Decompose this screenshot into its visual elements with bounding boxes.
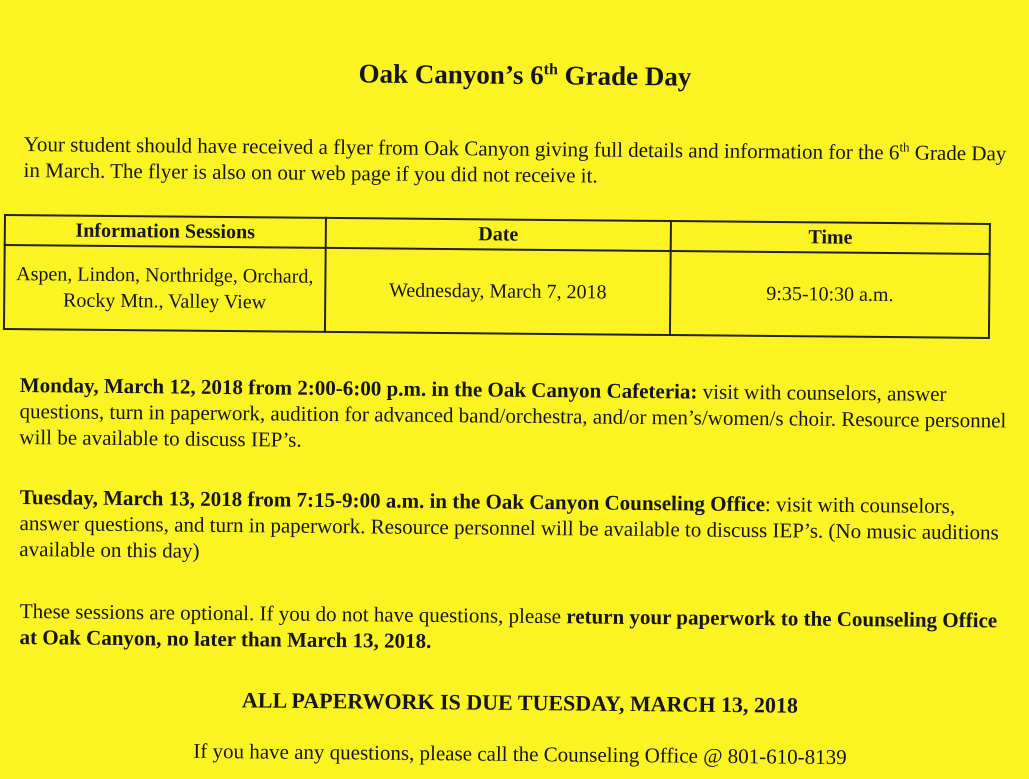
header-time: Time xyxy=(671,221,990,254)
header-date: Date xyxy=(325,218,671,251)
intro-paragraph: Your student should have received a flyer from Oak Canyon giving full details and information for the 6th Grade Day in March. The flyer is also on our web page if you did not receive it. xyxy=(23,131,1007,188)
time-cell: 9:35-10:30 a.m. xyxy=(670,251,989,338)
optional-note-paragraph: These sessions are optional. If you do not have questions, please return your paperwork to the Counseling Office at Oak Canyon, no later than March 13, 2018. xyxy=(19,598,998,653)
date-cell: Wednesday, March 7, 2018 xyxy=(325,248,671,335)
tuesday-session-paragraph: Tuesday, March 13, 2018 from 7:15-9:00 a.m. in the Oak Canyon Counseling Office: visit with counselors, answer questions, and turn in paperwork. Resource personnel will be available to discuss IEP’s. (No music auditions available on this day) xyxy=(19,484,999,563)
contact-line: If you have any questions, please call the Counseling Office @ 801-610-8139 xyxy=(193,738,847,770)
header-information-sessions: Information Sessions xyxy=(5,215,326,248)
table-row xyxy=(4,245,990,338)
page-title: Oak Canyon’s 6th Grade Day xyxy=(358,58,692,92)
sessions-table xyxy=(3,214,991,339)
monday-session-paragraph: Monday, March 12, 2018 from 2:00-6:00 p.m. in the Oak Canyon Cafeteria: visit with counselors, answer questions, turn in paperwork, audition for advanced band/orchestra, and/or men’s/women/s choir. Resource personnel will be available to discuss IEP’s. xyxy=(19,372,1007,452)
schools-cell: Aspen, Lindon, Northridge, Orchard, Rocky Mtn., Valley View xyxy=(4,245,325,332)
due-notice: ALL PAPERWORK IS DUE TUESDAY, MARCH 13, 2018 xyxy=(241,687,799,718)
